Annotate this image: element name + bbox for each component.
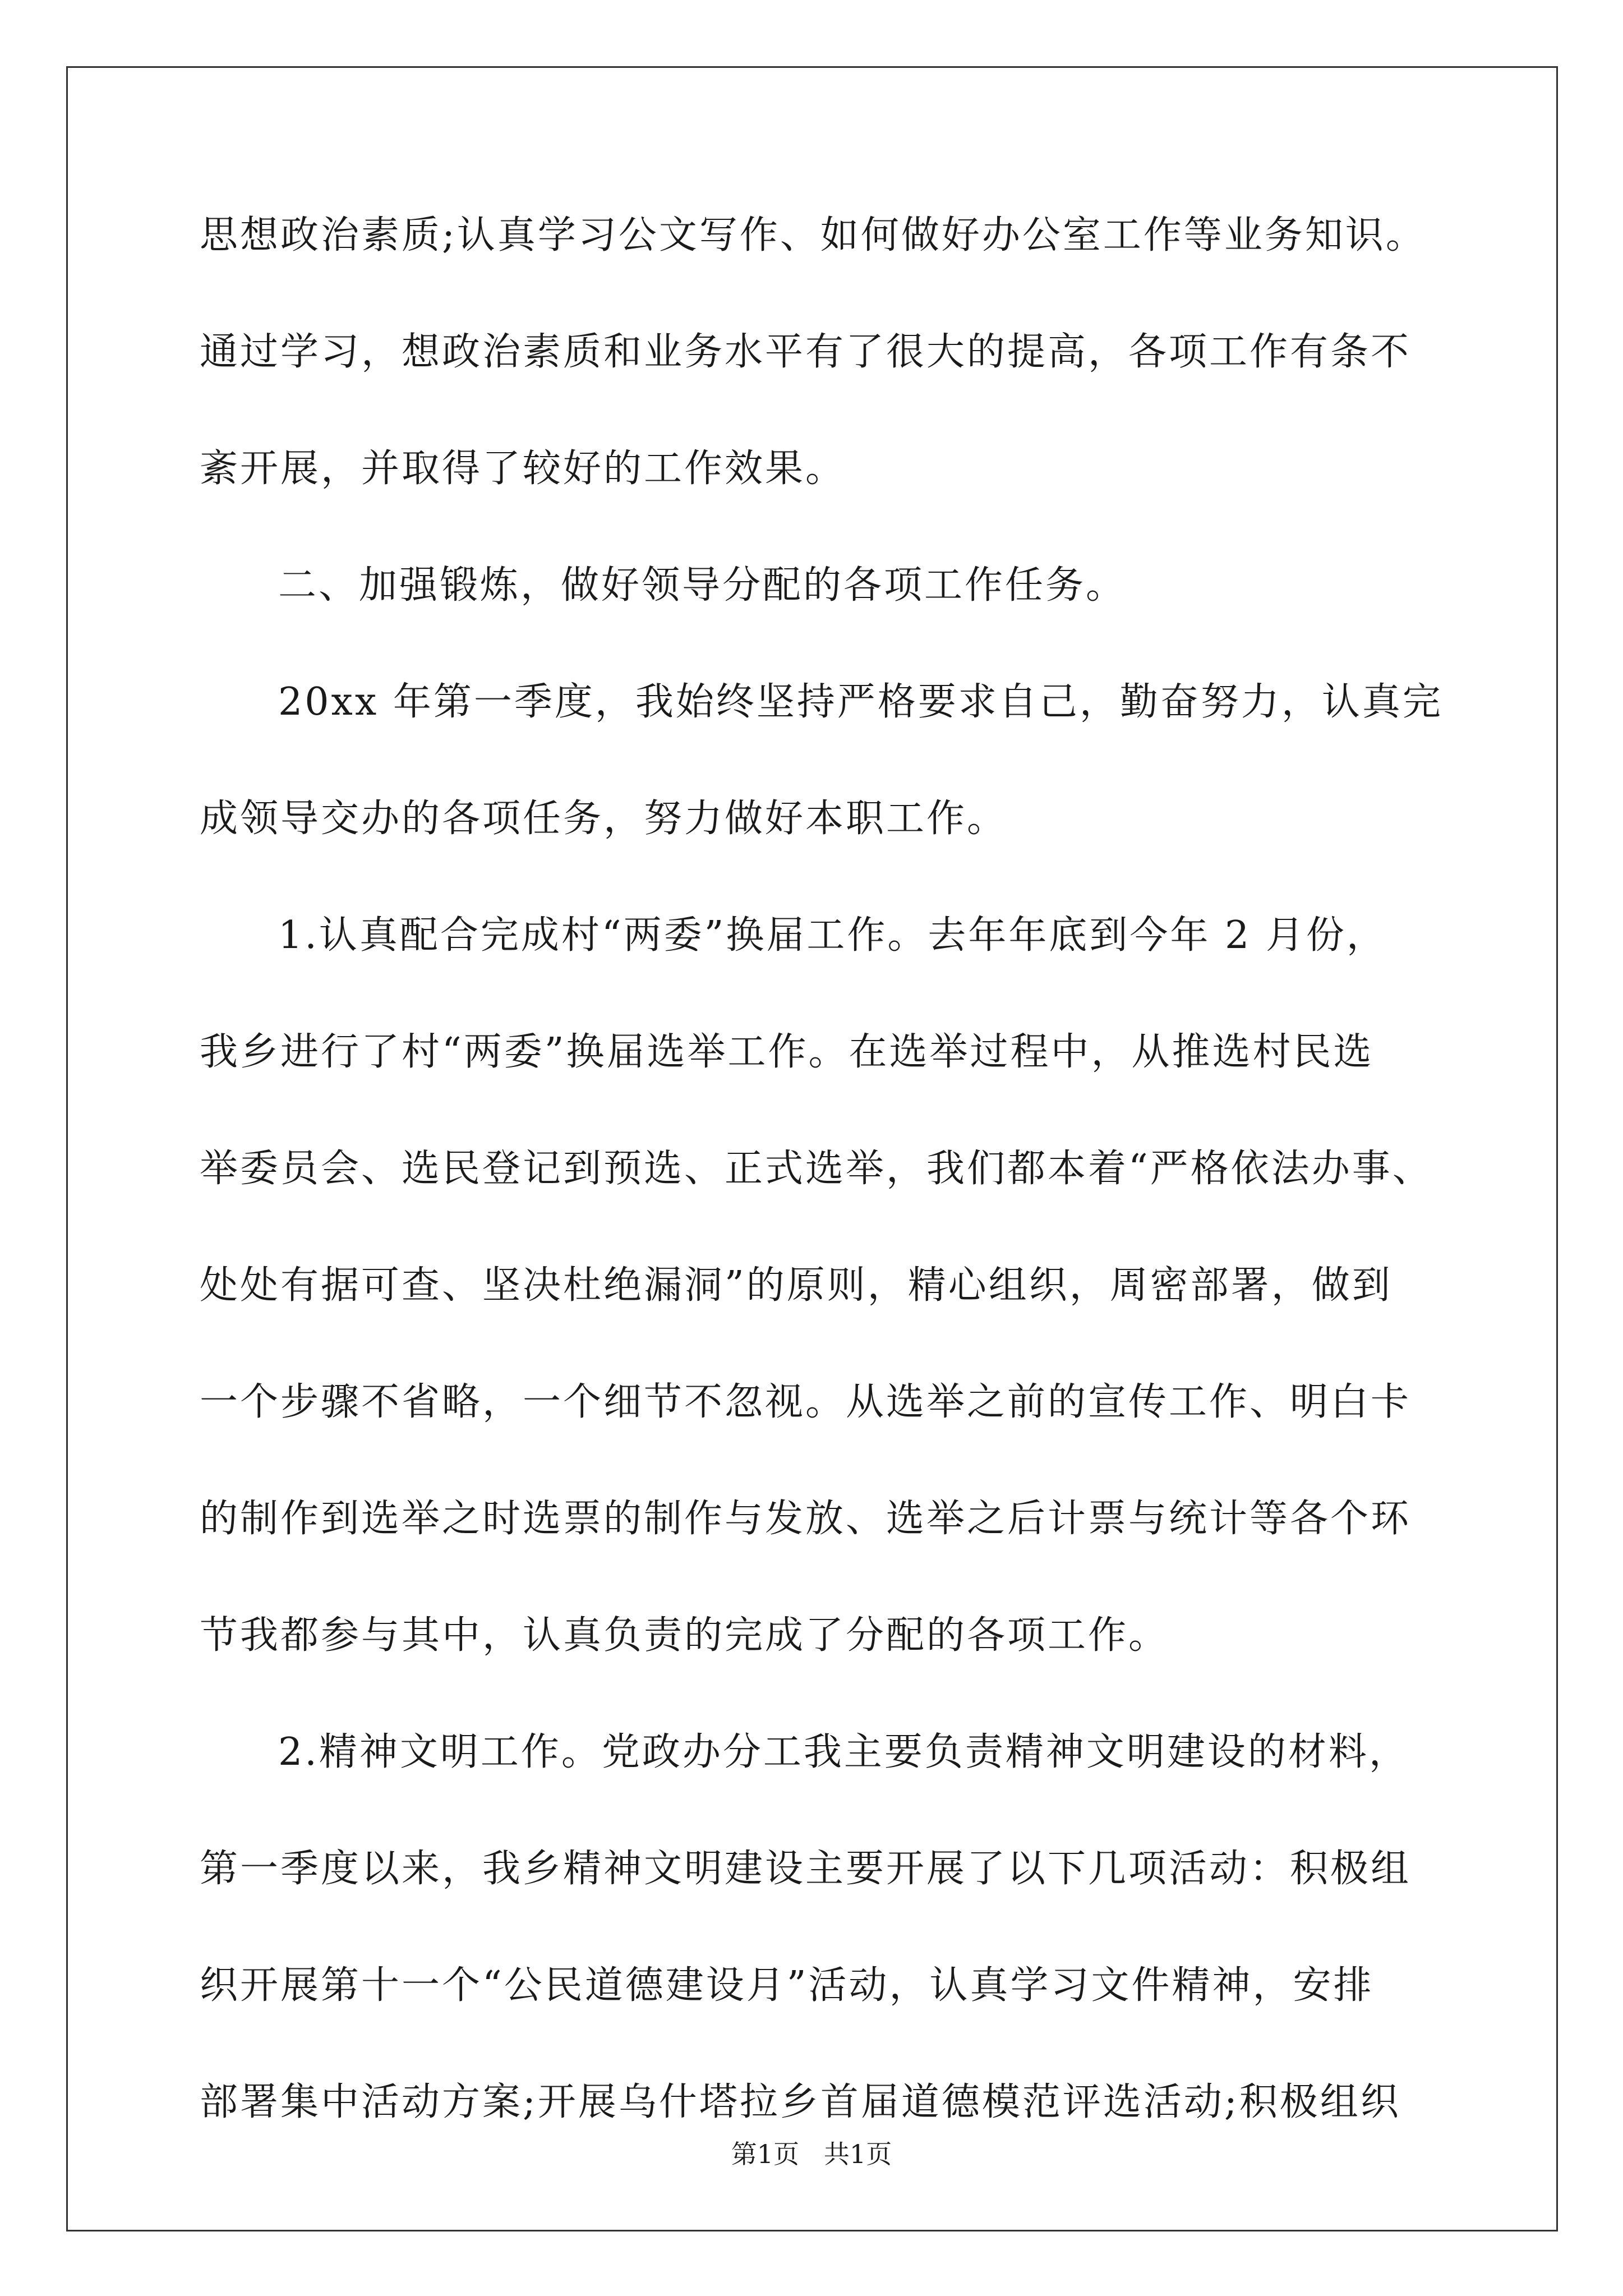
text-line: 20xx 年第一季度，我始终坚持严格要求自己，勤奋努力，认真完 [278,680,1443,724]
text-line: 部署集中活动方案;开展乌什塔拉乡首届道德模范评选活动;积极组织 [200,2080,1401,2124]
text-line: 节我都参与其中，认真负责的完成了分配的各项工作。 [200,1613,1169,1658]
text-line: 1.认真配合完成村“两委”换届工作。去年年底到今年 2 月份， [278,913,1387,958]
text-line: 2.精神文明工作。党政办分工我主要负责精神文明建设的材料， [278,1730,1409,1774]
text-line: 的制作到选举之时选票的制作与发放、选举之后计票与统计等各个环 [200,1497,1412,1541]
section-heading: 二、加强锻炼，做好领导分配的各项工作任务。 [278,563,1127,608]
text-line: 举委员会、选民登记到预选、正式选举，我们都本着“严格依法办事、 [200,1147,1433,1191]
text-line: 处处有据可查、坚决杜绝漏洞”的原则，精心组织，周密部署，做到 [200,1263,1393,1308]
text-line: 一个步骤不省略，一个细节不忽视。从选举之前的宣传工作、明白卡 [200,1380,1412,1424]
text-line: 思想政治素质;认真学习公文写作、如何做好办公室工作等业务知识。 [200,213,1426,257]
text-line: 通过学习，想政治素质和业务水平有了很大的提高，各项工作有条不 [200,330,1412,374]
text-line: 紊开展，并取得了较好的工作效果。 [200,447,846,491]
text-line: 织开展第十一个“公民道德建设月”活动，认真学习文件精神，安排 [200,1963,1374,2008]
page-footer: 第1页 共1页 [731,2139,892,2169]
text-line: 我乡进行了村“两委”换届选举工作。在选举过程中，从推选村民选 [200,1030,1374,1074]
text-line: 第一季度以来，我乡精神文明建设主要开展了以下几项活动：积极组 [200,1847,1412,1891]
text-line: 成领导交办的各项任务，努力做好本职工作。 [200,797,1008,841]
